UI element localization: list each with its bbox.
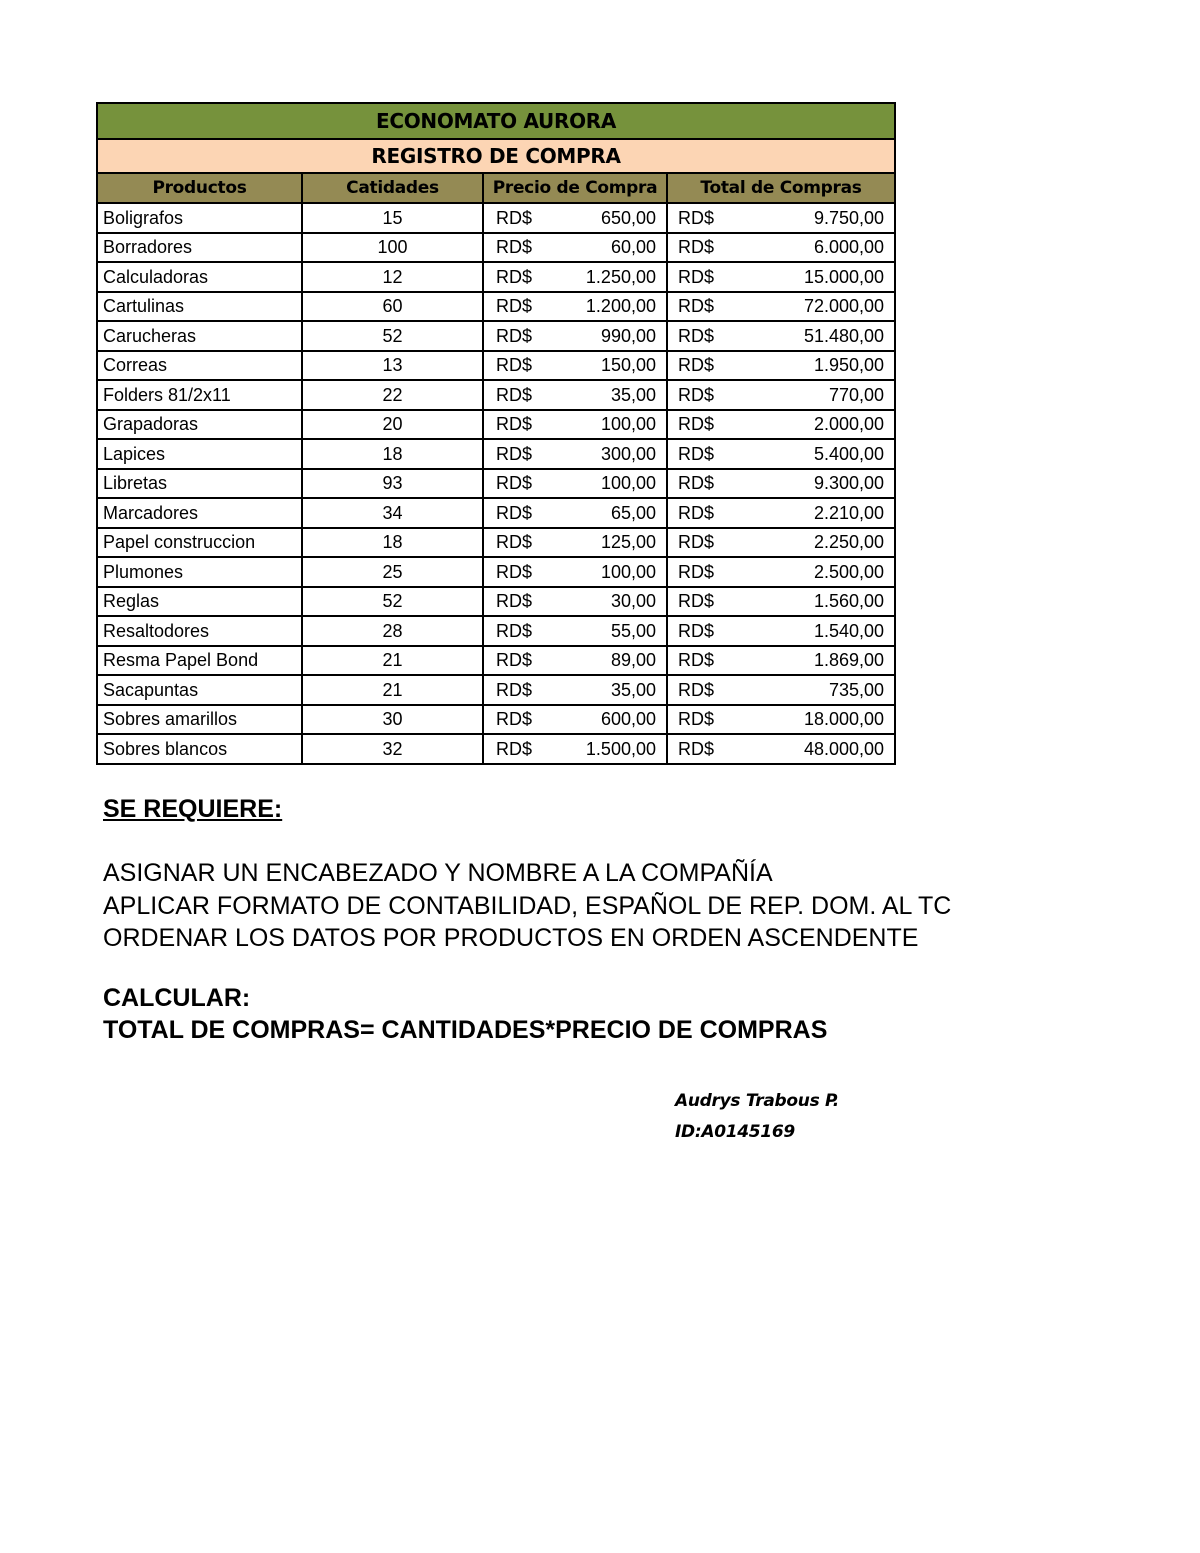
currency-label: RD$ bbox=[496, 738, 533, 759]
total-cell bbox=[667, 262, 895, 292]
product-name-cell: Boligrafos bbox=[97, 203, 302, 233]
currency-label: RD$ bbox=[496, 620, 533, 641]
table-row bbox=[97, 351, 895, 381]
total-cell bbox=[667, 292, 895, 322]
price-cell bbox=[483, 469, 667, 499]
total-cell bbox=[667, 675, 895, 705]
price-value: 100,00 bbox=[600, 414, 656, 435]
currency-label: RD$ bbox=[678, 443, 715, 464]
price-value: 125,00 bbox=[600, 532, 656, 553]
currency-label: RD$ bbox=[496, 679, 533, 700]
currency-label: RD$ bbox=[678, 532, 715, 553]
total-value: 51.480,00 bbox=[803, 325, 885, 346]
currency-label: RD$ bbox=[496, 532, 533, 553]
price-value: 600,00 bbox=[600, 709, 656, 730]
quantity-cell: 25 bbox=[302, 557, 483, 587]
currency-label: RD$ bbox=[678, 679, 715, 700]
currency-label: RD$ bbox=[678, 591, 715, 612]
quantity-cell: 52 bbox=[302, 321, 483, 351]
quantity-cell: 32 bbox=[302, 734, 483, 764]
currency-label: RD$ bbox=[496, 355, 533, 376]
currency-label: RD$ bbox=[678, 709, 715, 730]
price-cell bbox=[483, 233, 667, 263]
total-cell bbox=[667, 233, 895, 263]
price-cell bbox=[483, 705, 667, 735]
currency-label: RD$ bbox=[496, 591, 533, 612]
table-row bbox=[97, 734, 895, 764]
table-row bbox=[97, 616, 895, 646]
price-value: 1.250,00 bbox=[585, 266, 656, 287]
currency-label: RD$ bbox=[496, 473, 533, 494]
currency-label: RD$ bbox=[496, 207, 533, 228]
total-cell bbox=[667, 498, 895, 528]
quantity-cell: 21 bbox=[302, 675, 483, 705]
currency-label: RD$ bbox=[496, 561, 533, 582]
table-row bbox=[97, 675, 895, 705]
total-cell bbox=[667, 469, 895, 499]
price-cell bbox=[483, 616, 667, 646]
total-value: 15.000,00 bbox=[803, 266, 885, 287]
instructions-section bbox=[103, 795, 1033, 1046]
product-name-cell: Folders 81/2x11 bbox=[97, 380, 302, 410]
quantity-cell: 13 bbox=[302, 351, 483, 381]
price-value: 35,00 bbox=[610, 384, 656, 405]
table-row bbox=[97, 292, 895, 322]
total-cell bbox=[667, 705, 895, 735]
column-header-quantities: Catidades bbox=[302, 173, 483, 203]
price-cell bbox=[483, 646, 667, 676]
table-row bbox=[97, 262, 895, 292]
price-cell bbox=[483, 587, 667, 617]
table-row bbox=[97, 469, 895, 499]
currency-label: RD$ bbox=[496, 650, 533, 671]
currency-label: RD$ bbox=[678, 620, 715, 641]
currency-label: RD$ bbox=[678, 384, 715, 405]
requirement-line: ORDENAR LOS DATOS POR PRODUCTOS EN ORDEN ASCENDENTE bbox=[103, 924, 919, 952]
currency-label: RD$ bbox=[678, 414, 715, 435]
total-cell bbox=[667, 321, 895, 351]
table-row bbox=[97, 557, 895, 587]
total-cell bbox=[667, 203, 895, 233]
product-name-cell: Marcadores bbox=[97, 498, 302, 528]
quantity-cell: 15 bbox=[302, 203, 483, 233]
currency-label: RD$ bbox=[496, 237, 533, 258]
price-value: 65,00 bbox=[610, 502, 656, 523]
total-cell bbox=[667, 616, 895, 646]
currency-label: RD$ bbox=[496, 266, 533, 287]
product-name-cell: Reglas bbox=[97, 587, 302, 617]
currency-label: RD$ bbox=[496, 709, 533, 730]
price-value: 650,00 bbox=[600, 207, 656, 228]
table-row bbox=[97, 203, 895, 233]
quantity-cell: 22 bbox=[302, 380, 483, 410]
table-row bbox=[97, 439, 895, 469]
quantity-cell: 52 bbox=[302, 587, 483, 617]
table-row bbox=[97, 705, 895, 735]
quantity-cell: 18 bbox=[302, 439, 483, 469]
requirements-list bbox=[103, 857, 1033, 955]
requirement-line: APLICAR FORMATO DE CONTABILIDAD, ESPAÑOL DE REP. DOM. AL TC bbox=[103, 891, 952, 920]
register-subtitle: REGISTRO DE COMPRA bbox=[97, 139, 895, 173]
price-value: 1.500,00 bbox=[585, 738, 656, 759]
price-cell bbox=[483, 557, 667, 587]
total-value: 48.000,00 bbox=[803, 738, 885, 759]
price-cell bbox=[483, 439, 667, 469]
quantity-cell: 60 bbox=[302, 292, 483, 322]
currency-label: RD$ bbox=[678, 207, 715, 228]
total-value: 770,00 bbox=[828, 384, 885, 405]
currency-label: RD$ bbox=[678, 502, 715, 523]
calculate-formula: TOTAL DE COMPRAS= CANTIDADES*PRECIO DE COMPRAS bbox=[103, 1015, 828, 1044]
price-value: 35,00 bbox=[610, 679, 656, 700]
product-name-cell: Papel construccion bbox=[97, 528, 302, 558]
price-cell bbox=[483, 675, 667, 705]
price-value: 89,00 bbox=[610, 650, 656, 671]
column-header-purchase-total: Total de Compras bbox=[667, 173, 895, 203]
price-cell bbox=[483, 410, 667, 440]
currency-label: RD$ bbox=[496, 502, 533, 523]
purchase-register-table bbox=[96, 102, 896, 765]
product-name-cell: Borradores bbox=[97, 233, 302, 263]
column-header-products: Productos bbox=[97, 173, 302, 203]
price-cell bbox=[483, 351, 667, 381]
product-name-cell: Cartulinas bbox=[97, 292, 302, 322]
product-name-cell: Libretas bbox=[97, 469, 302, 499]
total-value: 735,00 bbox=[828, 679, 885, 700]
total-cell bbox=[667, 351, 895, 381]
price-cell bbox=[483, 292, 667, 322]
currency-label: RD$ bbox=[496, 384, 533, 405]
product-name-cell: Sacapuntas bbox=[97, 675, 302, 705]
currency-label: RD$ bbox=[678, 561, 715, 582]
price-value: 55,00 bbox=[610, 620, 656, 641]
price-cell bbox=[483, 380, 667, 410]
price-cell bbox=[483, 203, 667, 233]
total-value: 9.300,00 bbox=[813, 473, 885, 494]
quantity-cell: 20 bbox=[302, 410, 483, 440]
price-cell bbox=[483, 498, 667, 528]
quantity-cell: 34 bbox=[302, 498, 483, 528]
price-value: 150,00 bbox=[600, 355, 656, 376]
currency-label: RD$ bbox=[496, 296, 533, 317]
total-cell bbox=[667, 557, 895, 587]
company-title: ECONOMATO AURORA bbox=[97, 103, 895, 139]
price-value: 30,00 bbox=[610, 591, 656, 612]
total-value: 2.500,00 bbox=[813, 561, 885, 582]
total-value: 5.400,00 bbox=[813, 443, 885, 464]
currency-label: RD$ bbox=[496, 443, 533, 464]
total-value: 72.000,00 bbox=[803, 296, 885, 317]
quantity-cell: 21 bbox=[302, 646, 483, 676]
table-row bbox=[97, 528, 895, 558]
currency-label: RD$ bbox=[678, 237, 715, 258]
total-value: 1.560,00 bbox=[813, 591, 885, 612]
total-cell bbox=[667, 734, 895, 764]
total-value: 2.000,00 bbox=[813, 414, 885, 435]
table-row bbox=[97, 233, 895, 263]
product-name-cell: Sobres blancos bbox=[97, 734, 302, 764]
currency-label: RD$ bbox=[678, 473, 715, 494]
total-cell bbox=[667, 528, 895, 558]
price-cell bbox=[483, 528, 667, 558]
signature-block bbox=[675, 1089, 839, 1151]
table-row bbox=[97, 321, 895, 351]
currency-label: RD$ bbox=[678, 650, 715, 671]
product-name-cell: Sobres amarillos bbox=[97, 705, 302, 735]
table-row bbox=[97, 410, 895, 440]
calculate-heading: CALCULAR: bbox=[103, 983, 251, 1012]
table-row bbox=[97, 380, 895, 410]
column-header-purchase-price: Precio de Compra bbox=[483, 173, 667, 203]
currency-label: RD$ bbox=[678, 296, 715, 317]
total-cell bbox=[667, 410, 895, 440]
total-value: 1.540,00 bbox=[813, 620, 885, 641]
price-value: 300,00 bbox=[600, 443, 656, 464]
price-value: 100,00 bbox=[600, 473, 656, 494]
price-value: 100,00 bbox=[600, 561, 656, 582]
total-value: 2.250,00 bbox=[813, 532, 885, 553]
product-name-cell: Carucheras bbox=[97, 321, 302, 351]
price-value: 60,00 bbox=[610, 237, 656, 258]
currency-label: RD$ bbox=[678, 325, 715, 346]
total-value: 1.950,00 bbox=[813, 355, 885, 376]
requirement-line: ASIGNAR UN ENCABEZADO Y NOMBRE A LA COMPAÑÍA bbox=[103, 859, 773, 887]
table-row bbox=[97, 498, 895, 528]
product-name-cell: Lapices bbox=[97, 439, 302, 469]
price-cell bbox=[483, 734, 667, 764]
total-value: 9.750,00 bbox=[813, 207, 885, 228]
calculate-section bbox=[103, 982, 1033, 1046]
currency-label: RD$ bbox=[496, 414, 533, 435]
table-row bbox=[97, 587, 895, 617]
product-name-cell: Grapadoras bbox=[97, 410, 302, 440]
currency-label: RD$ bbox=[496, 325, 533, 346]
currency-label: RD$ bbox=[678, 738, 715, 759]
requirements-heading: SE REQUIERE: bbox=[103, 795, 283, 823]
product-name-cell: Plumones bbox=[97, 557, 302, 587]
table-body bbox=[97, 203, 895, 764]
quantity-cell: 28 bbox=[302, 616, 483, 646]
author-id: ID:A0145169 bbox=[675, 1122, 795, 1142]
price-value: 990,00 bbox=[600, 325, 656, 346]
currency-label: RD$ bbox=[678, 266, 715, 287]
total-cell bbox=[667, 646, 895, 676]
product-name-cell: Resaltodores bbox=[97, 616, 302, 646]
currency-label: RD$ bbox=[678, 355, 715, 376]
quantity-cell: 12 bbox=[302, 262, 483, 292]
quantity-cell: 93 bbox=[302, 469, 483, 499]
total-cell bbox=[667, 587, 895, 617]
quantity-cell: 100 bbox=[302, 233, 483, 263]
total-value: 18.000,00 bbox=[803, 709, 885, 730]
total-value: 2.210,00 bbox=[813, 502, 885, 523]
total-value: 1.869,00 bbox=[813, 650, 885, 671]
table-row bbox=[97, 646, 895, 676]
author-name: Audrys Trabous P. bbox=[675, 1091, 839, 1111]
price-value: 1.200,00 bbox=[585, 296, 656, 317]
price-cell bbox=[483, 262, 667, 292]
quantity-cell: 30 bbox=[302, 705, 483, 735]
total-cell bbox=[667, 380, 895, 410]
quantity-cell: 18 bbox=[302, 528, 483, 558]
product-name-cell: Calculadoras bbox=[97, 262, 302, 292]
product-name-cell: Resma Papel Bond bbox=[97, 646, 302, 676]
product-name-cell: Correas bbox=[97, 351, 302, 381]
price-cell bbox=[483, 321, 667, 351]
total-value: 6.000,00 bbox=[813, 237, 885, 258]
total-cell bbox=[667, 439, 895, 469]
